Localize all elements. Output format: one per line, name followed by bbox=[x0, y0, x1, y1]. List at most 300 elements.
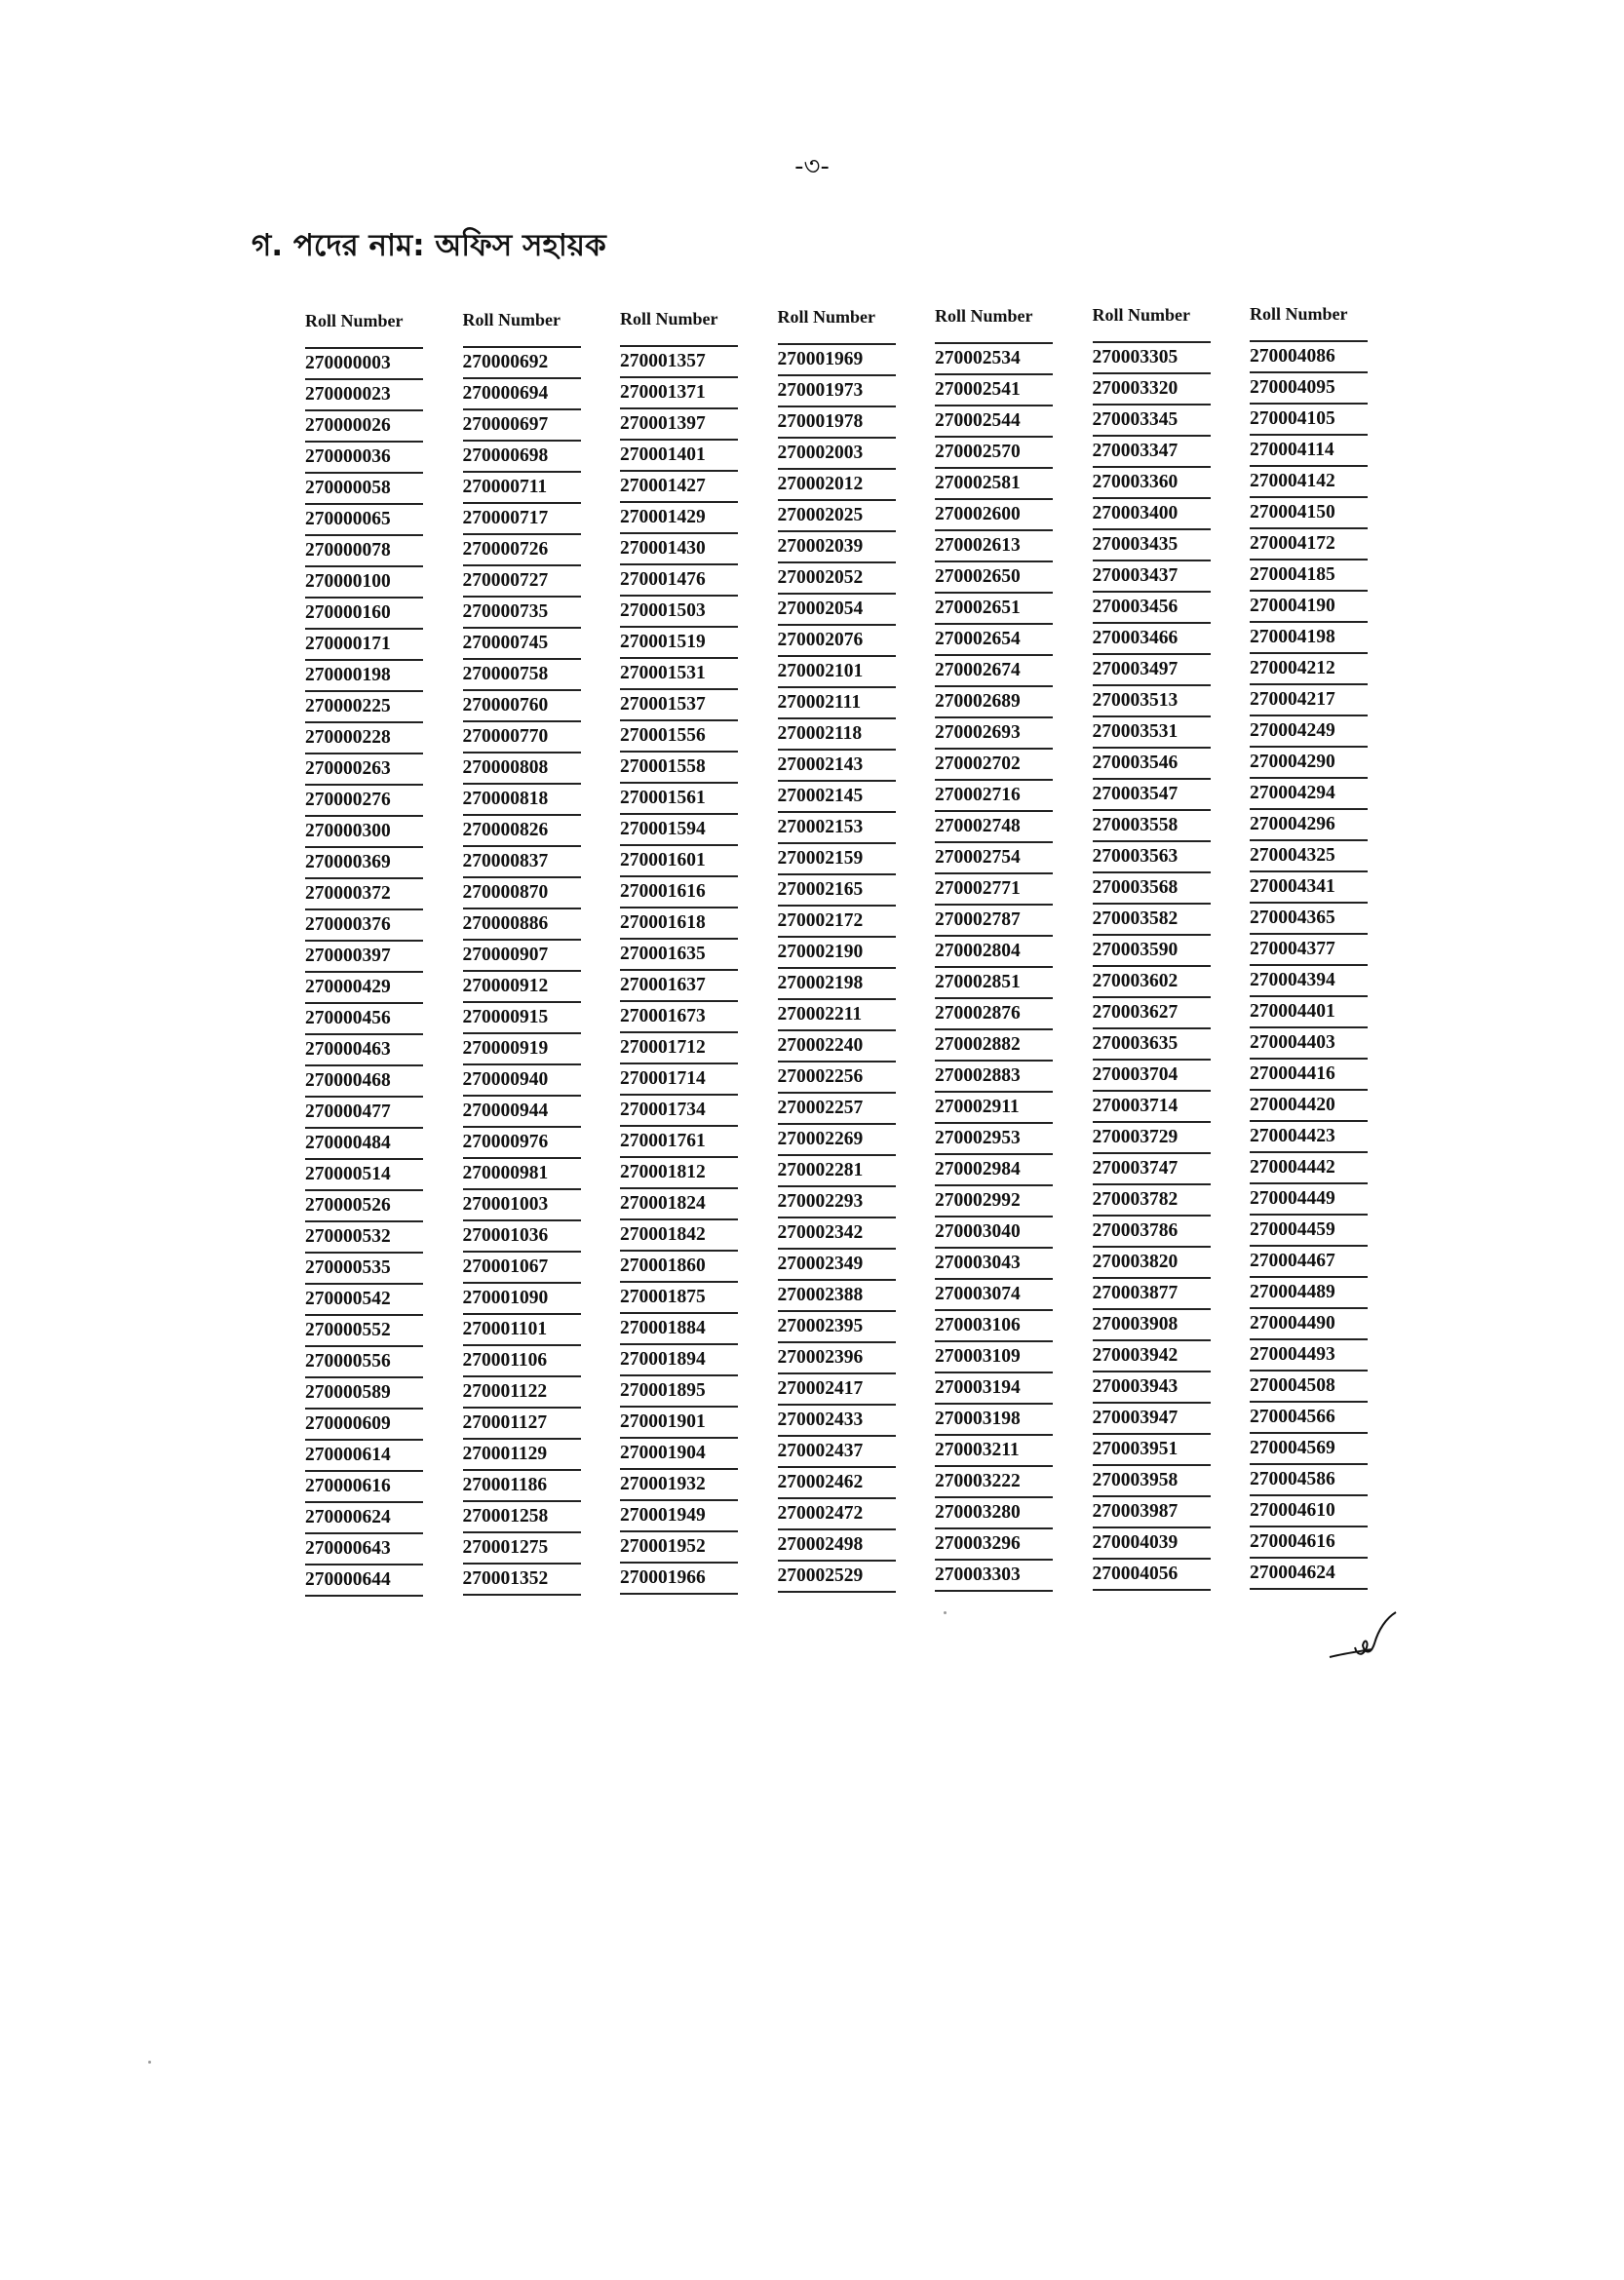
roll-number-cell: 270002240 bbox=[778, 1031, 896, 1063]
roll-number-cell: 270000065 bbox=[305, 505, 423, 536]
roll-number-cell: 270000694 bbox=[463, 379, 581, 410]
roll-number-cell: 270004508 bbox=[1250, 1372, 1368, 1403]
roll-number-cell: 270001901 bbox=[620, 1408, 738, 1439]
roll-number-cell: 270000697 bbox=[463, 410, 581, 442]
roll-number-cell: 270000429 bbox=[305, 973, 423, 1004]
roll-number-cell: 270003786 bbox=[1093, 1217, 1211, 1248]
roll-number-cell: 270002702 bbox=[935, 750, 1053, 781]
roll-number-cell: 270004190 bbox=[1250, 592, 1368, 623]
roll-number-cell: 270004467 bbox=[1250, 1247, 1368, 1278]
roll-number-cell: 270001761 bbox=[620, 1127, 738, 1158]
roll-column bbox=[305, 310, 423, 1597]
roll-number-cell: 270004086 bbox=[1250, 342, 1368, 373]
roll-number-cell: 270000770 bbox=[463, 722, 581, 754]
roll-number-cell: 270004489 bbox=[1250, 1278, 1368, 1309]
roll-number-cell: 270002613 bbox=[935, 531, 1053, 562]
roll-number-cell: 270000727 bbox=[463, 566, 581, 598]
roll-number-cell: 270001824 bbox=[620, 1189, 738, 1220]
roll-number-cell: 270003747 bbox=[1093, 1154, 1211, 1185]
roll-number-cell: 270003303 bbox=[935, 1561, 1053, 1592]
roll-number-cell: 270000837 bbox=[463, 847, 581, 878]
roll-number-cell: 270002882 bbox=[935, 1030, 1053, 1062]
roll-number-cell: 270004403 bbox=[1250, 1028, 1368, 1060]
roll-number-cell: 270001601 bbox=[620, 846, 738, 877]
roll-number-cell: 270001067 bbox=[463, 1253, 581, 1284]
roll-number-cell: 270002012 bbox=[778, 470, 896, 501]
roll-number-cell: 270003531 bbox=[1093, 717, 1211, 749]
roll-number-cell: 270002689 bbox=[935, 687, 1053, 718]
roll-number-cell: 270003590 bbox=[1093, 936, 1211, 967]
roll-number-cell: 270002754 bbox=[935, 843, 1053, 874]
roll-number-cell: 270001637 bbox=[620, 971, 738, 1002]
roll-number-cell: 270000532 bbox=[305, 1222, 423, 1254]
roll-number-cell: 270000818 bbox=[463, 785, 581, 816]
roll-number-cell: 270002437 bbox=[778, 1437, 896, 1468]
roll-number-cell: 270000944 bbox=[463, 1097, 581, 1128]
speck-mark bbox=[944, 1611, 947, 1614]
roll-number-cell: 270003958 bbox=[1093, 1466, 1211, 1497]
roll-number-cell: 270002787 bbox=[935, 906, 1053, 937]
roll-number-cell: 270004569 bbox=[1250, 1434, 1368, 1465]
roll-number-cell: 270004296 bbox=[1250, 810, 1368, 841]
roll-number-cell: 270002851 bbox=[935, 968, 1053, 999]
roll-column bbox=[1250, 303, 1368, 1597]
roll-number-cell: 270002349 bbox=[778, 1250, 896, 1281]
roll-number-cell: 270000198 bbox=[305, 661, 423, 692]
roll-number-cell: 270000376 bbox=[305, 910, 423, 942]
roll-number-cell: 270001952 bbox=[620, 1532, 738, 1564]
roll-number-cell: 270000036 bbox=[305, 443, 423, 474]
roll-number-cell: 270000886 bbox=[463, 909, 581, 941]
column-header: Roll Number bbox=[620, 308, 738, 347]
roll-number-cell: 270001594 bbox=[620, 815, 738, 846]
roll-number-cell: 270003109 bbox=[935, 1342, 1053, 1373]
roll-number-cell: 270003211 bbox=[935, 1436, 1053, 1467]
roll-number-cell: 270003456 bbox=[1093, 593, 1211, 624]
roll-number-cell: 270002472 bbox=[778, 1499, 896, 1530]
roll-number-cell: 270002396 bbox=[778, 1343, 896, 1374]
roll-number-cell: 270000463 bbox=[305, 1035, 423, 1066]
roll-number-cell: 270000717 bbox=[463, 504, 581, 535]
roll-number-cell: 270003296 bbox=[935, 1529, 1053, 1561]
roll-number-cell: 270000826 bbox=[463, 816, 581, 847]
roll-number-cell: 270000692 bbox=[463, 348, 581, 379]
roll-number-cell: 270000526 bbox=[305, 1191, 423, 1222]
roll-column bbox=[463, 309, 581, 1597]
roll-number-cell: 270001973 bbox=[778, 376, 896, 407]
roll-number-cell: 270002417 bbox=[778, 1374, 896, 1406]
roll-number-cell: 270001531 bbox=[620, 659, 738, 690]
roll-number-cell: 270001371 bbox=[620, 378, 738, 409]
roll-number-cell: 270002165 bbox=[778, 875, 896, 907]
roll-number-cell: 270003466 bbox=[1093, 624, 1211, 655]
roll-number-cell: 270002052 bbox=[778, 563, 896, 595]
roll-number-cell: 270001127 bbox=[463, 1409, 581, 1440]
roll-number-cell: 270002581 bbox=[935, 469, 1053, 500]
roll-number-cell: 270001894 bbox=[620, 1345, 738, 1376]
roll-number-cell: 270000171 bbox=[305, 630, 423, 661]
page-number: -৩- bbox=[794, 152, 830, 181]
roll-number-cell: 270002544 bbox=[935, 406, 1053, 438]
roll-number-cell: 270003635 bbox=[1093, 1029, 1211, 1061]
roll-number-cell: 270002172 bbox=[778, 907, 896, 938]
roll-number-cell: 270003820 bbox=[1093, 1248, 1211, 1279]
roll-number-cell: 270003714 bbox=[1093, 1092, 1211, 1123]
roll-number-cell: 270002984 bbox=[935, 1155, 1053, 1186]
roll-number-cell: 270002054 bbox=[778, 595, 896, 626]
column-header: Roll Number bbox=[935, 305, 1053, 344]
roll-number-cell: 270001503 bbox=[620, 597, 738, 628]
roll-number-cell: 270000745 bbox=[463, 629, 581, 660]
roll-number-cell: 270000919 bbox=[463, 1034, 581, 1065]
roll-number-cell: 270004172 bbox=[1250, 529, 1368, 560]
roll-number-cell: 270002153 bbox=[778, 813, 896, 844]
roll-number-cell: 270000616 bbox=[305, 1472, 423, 1503]
roll-number-cell: 270004341 bbox=[1250, 872, 1368, 904]
roll-number-cell: 270001895 bbox=[620, 1376, 738, 1408]
roll-number-cell: 270000397 bbox=[305, 942, 423, 973]
roll-number-cell: 270000552 bbox=[305, 1316, 423, 1347]
roll-number-cell: 270003513 bbox=[1093, 686, 1211, 717]
roll-number-cell: 270004416 bbox=[1250, 1060, 1368, 1091]
roll-number-cell: 270001186 bbox=[463, 1471, 581, 1502]
roll-number-table bbox=[305, 304, 1368, 1597]
roll-number-cell: 270001673 bbox=[620, 1002, 738, 1033]
roll-number-cell: 270003563 bbox=[1093, 842, 1211, 873]
roll-number-cell: 270002911 bbox=[935, 1093, 1053, 1124]
column-header: Roll Number bbox=[305, 310, 423, 349]
signature-mark bbox=[1326, 1608, 1404, 1677]
roll-number-cell: 270001734 bbox=[620, 1096, 738, 1127]
roll-number-cell: 270000556 bbox=[305, 1347, 423, 1378]
roll-number-cell: 270001966 bbox=[620, 1564, 738, 1595]
roll-number-cell: 270002748 bbox=[935, 812, 1053, 843]
roll-number-cell: 270000535 bbox=[305, 1254, 423, 1285]
roll-number-cell: 270003782 bbox=[1093, 1185, 1211, 1217]
roll-number-cell: 270000100 bbox=[305, 567, 423, 599]
roll-column bbox=[620, 308, 738, 1597]
roll-number-cell: 270004624 bbox=[1250, 1559, 1368, 1590]
roll-number-cell: 270004185 bbox=[1250, 560, 1368, 592]
roll-number-cell: 270001812 bbox=[620, 1158, 738, 1189]
roll-number-cell: 270002257 bbox=[778, 1094, 896, 1125]
roll-number-cell: 270004586 bbox=[1250, 1465, 1368, 1496]
roll-number-cell: 270002211 bbox=[778, 1000, 896, 1031]
roll-number-cell: 270003877 bbox=[1093, 1279, 1211, 1310]
roll-number-cell: 270003627 bbox=[1093, 998, 1211, 1029]
roll-number-cell: 270000758 bbox=[463, 660, 581, 691]
roll-number-cell: 270000760 bbox=[463, 691, 581, 722]
roll-number-cell: 270001430 bbox=[620, 534, 738, 565]
column-header: Roll Number bbox=[463, 309, 581, 348]
roll-number-cell: 270001860 bbox=[620, 1252, 738, 1283]
roll-number-cell: 270002541 bbox=[935, 375, 1053, 406]
roll-number-cell: 270001106 bbox=[463, 1346, 581, 1377]
speck-mark bbox=[148, 2061, 151, 2064]
roll-number-cell: 270003558 bbox=[1093, 811, 1211, 842]
roll-number-cell: 270001101 bbox=[463, 1315, 581, 1346]
roll-number-cell: 270001932 bbox=[620, 1470, 738, 1501]
roll-number-cell: 270003347 bbox=[1093, 437, 1211, 468]
roll-number-cell: 270003951 bbox=[1093, 1435, 1211, 1466]
roll-number-cell: 270000614 bbox=[305, 1441, 423, 1472]
roll-number-cell: 270000023 bbox=[305, 380, 423, 411]
roll-number-cell: 270004442 bbox=[1250, 1153, 1368, 1184]
column-header: Roll Number bbox=[1250, 303, 1368, 342]
roll-number-cell: 270004039 bbox=[1093, 1528, 1211, 1560]
roll-number-cell: 270000981 bbox=[463, 1159, 581, 1190]
roll-number-cell: 270001712 bbox=[620, 1033, 738, 1064]
roll-number-cell: 270003602 bbox=[1093, 967, 1211, 998]
roll-number-cell: 270002876 bbox=[935, 999, 1053, 1030]
roll-number-cell: 270001476 bbox=[620, 565, 738, 597]
roll-number-cell: 270000263 bbox=[305, 754, 423, 786]
roll-number-cell: 270003497 bbox=[1093, 655, 1211, 686]
roll-number-cell: 270001969 bbox=[778, 345, 896, 376]
roll-number-cell: 270002716 bbox=[935, 781, 1053, 812]
roll-number-cell: 270002145 bbox=[778, 782, 896, 813]
roll-number-cell: 270001537 bbox=[620, 690, 738, 721]
roll-number-cell: 270002269 bbox=[778, 1125, 896, 1156]
roll-number-cell: 270000456 bbox=[305, 1004, 423, 1035]
roll-number-cell: 270002804 bbox=[935, 937, 1053, 968]
roll-column bbox=[935, 305, 1053, 1597]
roll-number-cell: 270000160 bbox=[305, 599, 423, 630]
roll-number-cell: 270002293 bbox=[778, 1187, 896, 1218]
roll-number-cell: 270003987 bbox=[1093, 1497, 1211, 1528]
roll-number-cell: 270002771 bbox=[935, 874, 1053, 906]
roll-number-cell: 270003106 bbox=[935, 1311, 1053, 1342]
roll-number-cell: 270002025 bbox=[778, 501, 896, 532]
roll-number-cell: 270000542 bbox=[305, 1285, 423, 1316]
roll-number-cell: 270000609 bbox=[305, 1410, 423, 1441]
roll-number-cell: 270001616 bbox=[620, 877, 738, 908]
roll-number-cell: 270002342 bbox=[778, 1218, 896, 1250]
roll-number-cell: 270003547 bbox=[1093, 780, 1211, 811]
roll-number-cell: 270002953 bbox=[935, 1124, 1053, 1155]
roll-number-cell: 270001401 bbox=[620, 441, 738, 472]
roll-number-cell: 270000026 bbox=[305, 411, 423, 443]
roll-number-cell: 270000698 bbox=[463, 442, 581, 473]
roll-number-cell: 270003908 bbox=[1093, 1310, 1211, 1341]
roll-number-cell: 270004212 bbox=[1250, 654, 1368, 685]
roll-number-cell: 270004150 bbox=[1250, 498, 1368, 529]
roll-number-cell: 270002111 bbox=[778, 688, 896, 719]
roll-number-cell: 270004105 bbox=[1250, 405, 1368, 436]
roll-number-cell: 270004294 bbox=[1250, 779, 1368, 810]
roll-number-cell: 270001427 bbox=[620, 472, 738, 503]
roll-number-cell: 270001618 bbox=[620, 908, 738, 940]
roll-number-cell: 270000484 bbox=[305, 1129, 423, 1160]
roll-number-cell: 270000477 bbox=[305, 1098, 423, 1129]
roll-number-cell: 270004249 bbox=[1250, 716, 1368, 748]
roll-number-cell: 270003320 bbox=[1093, 374, 1211, 406]
roll-number-cell: 270004493 bbox=[1250, 1340, 1368, 1372]
roll-number-cell: 270003280 bbox=[935, 1498, 1053, 1529]
roll-number-cell: 270003582 bbox=[1093, 905, 1211, 936]
roll-number-cell: 270002256 bbox=[778, 1063, 896, 1094]
roll-number-cell: 270003943 bbox=[1093, 1372, 1211, 1404]
roll-number-cell: 270004459 bbox=[1250, 1216, 1368, 1247]
roll-number-cell: 270001884 bbox=[620, 1314, 738, 1345]
roll-number-cell: 270000624 bbox=[305, 1503, 423, 1534]
roll-number-cell: 270002498 bbox=[778, 1530, 896, 1562]
roll-number-cell: 270001122 bbox=[463, 1377, 581, 1409]
roll-number-cell: 270004325 bbox=[1250, 841, 1368, 872]
roll-number-cell: 270001429 bbox=[620, 503, 738, 534]
roll-number-cell: 270001090 bbox=[463, 1284, 581, 1315]
roll-number-cell: 270002534 bbox=[935, 344, 1053, 375]
roll-number-cell: 270004377 bbox=[1250, 935, 1368, 966]
roll-number-cell: 270004423 bbox=[1250, 1122, 1368, 1153]
roll-number-cell: 270002101 bbox=[778, 657, 896, 688]
roll-number-cell: 270002198 bbox=[778, 969, 896, 1000]
roll-number-cell: 270001275 bbox=[463, 1533, 581, 1565]
roll-number-cell: 270001978 bbox=[778, 407, 896, 439]
roll-number-cell: 270002654 bbox=[935, 625, 1053, 656]
roll-number-cell: 270000300 bbox=[305, 817, 423, 848]
roll-column bbox=[1093, 304, 1211, 1597]
roll-number-cell: 270004290 bbox=[1250, 748, 1368, 779]
roll-number-cell: 270001397 bbox=[620, 409, 738, 441]
roll-number-cell: 270002600 bbox=[935, 500, 1053, 531]
roll-number-cell: 270003305 bbox=[1093, 343, 1211, 374]
roll-number-cell: 270002529 bbox=[778, 1562, 896, 1593]
roll-number-cell: 270002076 bbox=[778, 626, 896, 657]
roll-number-cell: 270004449 bbox=[1250, 1184, 1368, 1216]
roll-number-cell: 270002883 bbox=[935, 1062, 1053, 1093]
roll-number-cell: 270003400 bbox=[1093, 499, 1211, 530]
roll-number-cell: 270002395 bbox=[778, 1312, 896, 1343]
roll-number-cell: 270001519 bbox=[620, 628, 738, 659]
roll-number-cell: 270004610 bbox=[1250, 1496, 1368, 1527]
roll-number-cell: 270002674 bbox=[935, 656, 1053, 687]
roll-number-cell: 270001949 bbox=[620, 1501, 738, 1532]
roll-number-cell: 270002143 bbox=[778, 751, 896, 782]
roll-number-cell: 270002992 bbox=[935, 1186, 1053, 1217]
roll-number-cell: 270000078 bbox=[305, 536, 423, 567]
roll-number-cell: 270004566 bbox=[1250, 1403, 1368, 1434]
roll-number-cell: 270003345 bbox=[1093, 406, 1211, 437]
roll-number-cell: 270003568 bbox=[1093, 873, 1211, 905]
roll-number-cell: 270003194 bbox=[935, 1373, 1053, 1405]
roll-number-cell: 270004198 bbox=[1250, 623, 1368, 654]
roll-number-cell: 270002693 bbox=[935, 718, 1053, 750]
roll-number-cell: 270000912 bbox=[463, 972, 581, 1003]
roll-number-cell: 270003704 bbox=[1093, 1061, 1211, 1092]
roll-number-cell: 270003729 bbox=[1093, 1123, 1211, 1154]
roll-number-cell: 270000589 bbox=[305, 1378, 423, 1410]
column-header: Roll Number bbox=[1093, 304, 1211, 343]
roll-number-cell: 270004056 bbox=[1093, 1560, 1211, 1591]
roll-number-cell: 270000711 bbox=[463, 473, 581, 504]
roll-number-cell: 270000372 bbox=[305, 879, 423, 910]
roll-number-cell: 270001875 bbox=[620, 1283, 738, 1314]
roll-number-cell: 270002388 bbox=[778, 1281, 896, 1312]
roll-number-cell: 270002650 bbox=[935, 562, 1053, 594]
roll-number-cell: 270004401 bbox=[1250, 997, 1368, 1028]
roll-number-cell: 270002190 bbox=[778, 938, 896, 969]
roll-number-cell: 270001558 bbox=[620, 753, 738, 784]
roll-number-cell: 270002003 bbox=[778, 439, 896, 470]
roll-number-cell: 270000003 bbox=[305, 349, 423, 380]
roll-number-cell: 270004394 bbox=[1250, 966, 1368, 997]
roll-number-cell: 270000870 bbox=[463, 878, 581, 909]
roll-number-cell: 270001129 bbox=[463, 1440, 581, 1471]
roll-number-cell: 270001003 bbox=[463, 1190, 581, 1221]
roll-number-cell: 270001357 bbox=[620, 347, 738, 378]
roll-number-cell: 270000276 bbox=[305, 786, 423, 817]
roll-number-cell: 270003437 bbox=[1093, 561, 1211, 593]
roll-number-cell: 270001904 bbox=[620, 1439, 738, 1470]
roll-number-cell: 270003546 bbox=[1093, 749, 1211, 780]
roll-column bbox=[778, 306, 896, 1597]
roll-number-cell: 270003435 bbox=[1093, 530, 1211, 561]
roll-number-cell: 270002462 bbox=[778, 1468, 896, 1499]
roll-number-cell: 270000058 bbox=[305, 474, 423, 505]
roll-number-cell: 270001036 bbox=[463, 1221, 581, 1253]
roll-number-cell: 270001635 bbox=[620, 940, 738, 971]
roll-number-cell: 270002039 bbox=[778, 532, 896, 563]
roll-number-cell: 270004490 bbox=[1250, 1309, 1368, 1340]
roll-number-cell: 270004095 bbox=[1250, 373, 1368, 405]
roll-number-cell: 270001352 bbox=[463, 1565, 581, 1596]
roll-number-cell: 270000915 bbox=[463, 1003, 581, 1034]
post-name-heading: গ. পদের নাম: অফিস সহায়ক bbox=[251, 228, 606, 263]
roll-number-cell: 270002159 bbox=[778, 844, 896, 875]
roll-number-cell: 270003074 bbox=[935, 1280, 1053, 1311]
roll-number-cell: 270000228 bbox=[305, 723, 423, 754]
roll-number-cell: 270004142 bbox=[1250, 467, 1368, 498]
roll-number-cell: 270000514 bbox=[305, 1160, 423, 1191]
roll-number-cell: 270004114 bbox=[1250, 436, 1368, 467]
roll-number-cell: 270002570 bbox=[935, 438, 1053, 469]
roll-number-cell: 270002651 bbox=[935, 594, 1053, 625]
roll-number-cell: 270000468 bbox=[305, 1066, 423, 1098]
roll-number-cell: 270001842 bbox=[620, 1220, 738, 1252]
roll-number-cell: 270004420 bbox=[1250, 1091, 1368, 1122]
roll-number-cell: 270003043 bbox=[935, 1249, 1053, 1280]
roll-number-cell: 270000976 bbox=[463, 1128, 581, 1159]
roll-number-cell: 270003360 bbox=[1093, 468, 1211, 499]
roll-number-cell: 270000940 bbox=[463, 1065, 581, 1097]
roll-number-cell: 270001258 bbox=[463, 1502, 581, 1533]
roll-number-cell: 270002433 bbox=[778, 1406, 896, 1437]
roll-number-cell: 270004365 bbox=[1250, 904, 1368, 935]
roll-number-cell: 270003040 bbox=[935, 1217, 1053, 1249]
roll-number-cell: 270003942 bbox=[1093, 1341, 1211, 1372]
roll-number-cell: 270001714 bbox=[620, 1064, 738, 1096]
roll-number-cell: 270000644 bbox=[305, 1565, 423, 1597]
column-header: Roll Number bbox=[778, 306, 896, 345]
roll-number-cell: 270003222 bbox=[935, 1467, 1053, 1498]
roll-number-cell: 270000808 bbox=[463, 754, 581, 785]
roll-number-cell: 270004616 bbox=[1250, 1527, 1368, 1559]
roll-number-cell: 270000643 bbox=[305, 1534, 423, 1565]
roll-number-cell: 270003198 bbox=[935, 1405, 1053, 1436]
roll-number-cell: 270000369 bbox=[305, 848, 423, 879]
roll-number-cell: 270002281 bbox=[778, 1156, 896, 1187]
roll-number-cell: 270000726 bbox=[463, 535, 581, 566]
roll-number-cell: 270001561 bbox=[620, 784, 738, 815]
roll-number-cell: 270003947 bbox=[1093, 1404, 1211, 1435]
roll-number-cell: 270000225 bbox=[305, 692, 423, 723]
roll-number-cell: 270001556 bbox=[620, 721, 738, 753]
roll-number-cell: 270004217 bbox=[1250, 685, 1368, 716]
roll-number-cell: 270002118 bbox=[778, 719, 896, 751]
roll-number-cell: 270000735 bbox=[463, 598, 581, 629]
roll-number-cell: 270000907 bbox=[463, 941, 581, 972]
